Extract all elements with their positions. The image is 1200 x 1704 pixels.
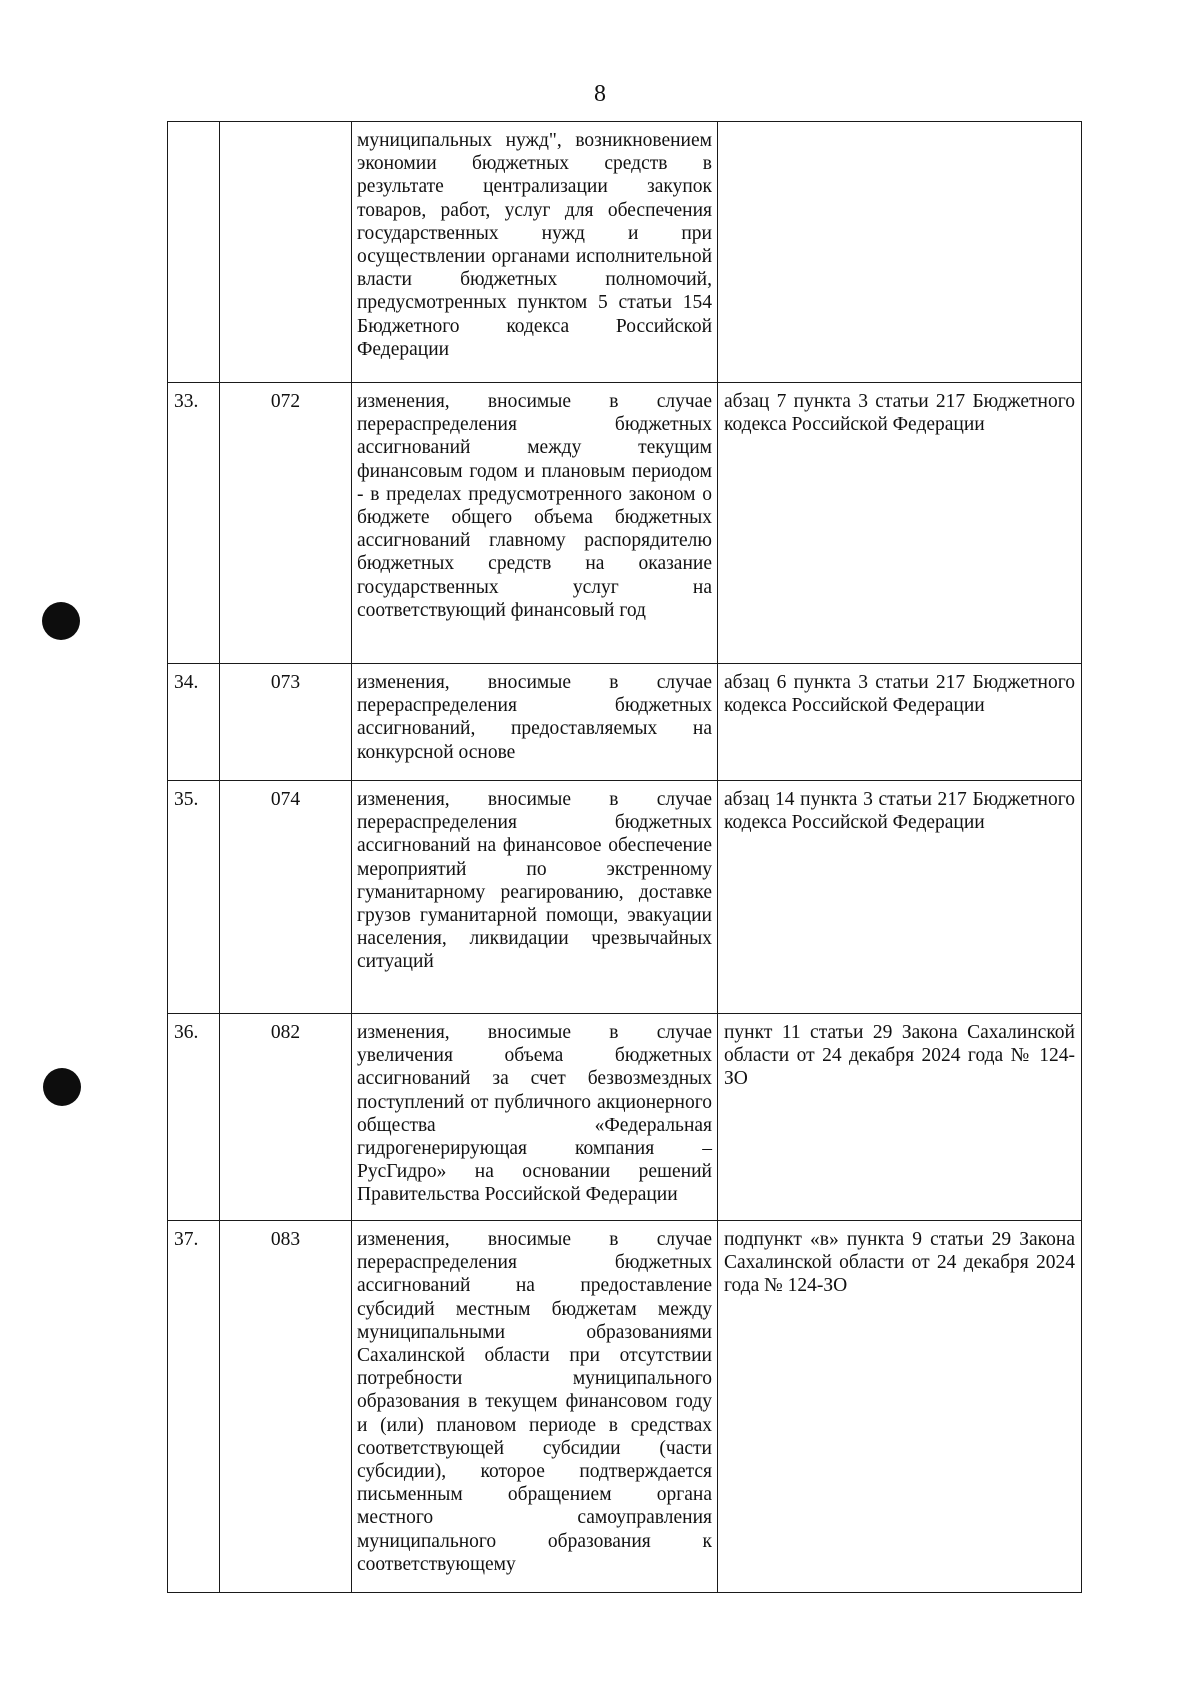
row-number: 33. (168, 383, 220, 664)
row-code: 073 (220, 664, 352, 781)
row-number (168, 122, 220, 383)
row-number: 37. (168, 1221, 220, 1593)
row-legal-basis: абзац 6 пункта 3 статьи 217 Бюджетного кодекса Российской Федерации (718, 664, 1082, 781)
row-code: 082 (220, 1014, 352, 1221)
row-number: 35. (168, 781, 220, 1014)
row-description: изменения, вносимые в случае перераспределения бюджетных ассигнований на финансовое обеспечение мероприятий по экстренному гуманитарному реагированию, доставке грузов гуманитарной помощи, эвакуации населения, ликвидации чрезвычайных ситуаций (352, 781, 718, 1014)
table-row (168, 664, 1082, 781)
table-row (168, 1221, 1082, 1593)
row-legal-basis: пункт 11 статьи 29 Закона Сахалинской области от 24 декабря 2024 года № 124-ЗО (718, 1014, 1082, 1221)
row-description: изменения, вносимые в случае перераспределения бюджетных ассигнований, предоставляемых на конкурсной основе (352, 664, 718, 781)
row-legal-basis: подпункт «в» пункта 9 статьи 29 Закона Сахалинской области от 24 декабря 2024 года № 124-ЗО (718, 1221, 1082, 1593)
row-legal-basis (718, 122, 1082, 383)
row-code: 083 (220, 1221, 352, 1593)
row-legal-basis: абзац 7 пункта 3 статьи 217 Бюджетного кодекса Российской Федерации (718, 383, 1082, 664)
table-row (168, 383, 1082, 664)
row-description: изменения, вносимые в случае перераспределения бюджетных ассигнований на предоставление субсидий местным бюджетам между муниципальными образованиями Сахалинской области при отсутствии потребности муниципального образования в текущем финансовом году и (или) плановом периоде в средствах соответствующей субсидии (части субсидии), которое подтверждается письменным обращением органа местного самоуправления муниципального образования к соответствующему (352, 1221, 718, 1593)
page-number: 8 (594, 81, 606, 107)
row-legal-basis: абзац 14 пункта 3 статьи 217 Бюджетного кодекса Российской Федерации (718, 781, 1082, 1014)
row-number: 36. (168, 1014, 220, 1221)
table-row (168, 781, 1082, 1014)
row-description: муниципальных нужд", возникновением экономии бюджетных средств в результате централизации закупок товаров, работ, услуг для обеспечения государственных нужд и при осуществлении органами исполнительной власти бюджетных полномочий, предусмотренных пунктом 5 статьи 154 Бюджетного кодекса Российской Федерации (352, 122, 718, 383)
row-code: 074 (220, 781, 352, 1014)
row-description: изменения, вносимые в случае увеличения объема бюджетных ассигнований за счет безвозмездных поступлений от публичного акционерного общества «Федеральная гидрогенерирующая компания – РусГидро» на основании решений Правительства Российской Федерации (352, 1014, 718, 1221)
row-code (220, 122, 352, 383)
punch-hole-mark (43, 1068, 81, 1106)
row-code: 072 (220, 383, 352, 664)
row-description: изменения, вносимые в случае перераспределения бюджетных ассигнований между текущим финансовым годом и плановым периодом - в пределах предусмотренного законом о бюджете общего объема бюджетных ассигнований главному распорядителю бюджетных средств на оказание государственных услуг на соответствующий финансовый год (352, 383, 718, 664)
punch-hole-mark (42, 602, 80, 640)
budget-changes-table (167, 121, 1081, 1593)
row-number: 34. (168, 664, 220, 781)
changes-table (167, 121, 1082, 1593)
table-row (168, 1014, 1082, 1221)
table-row (168, 122, 1082, 383)
